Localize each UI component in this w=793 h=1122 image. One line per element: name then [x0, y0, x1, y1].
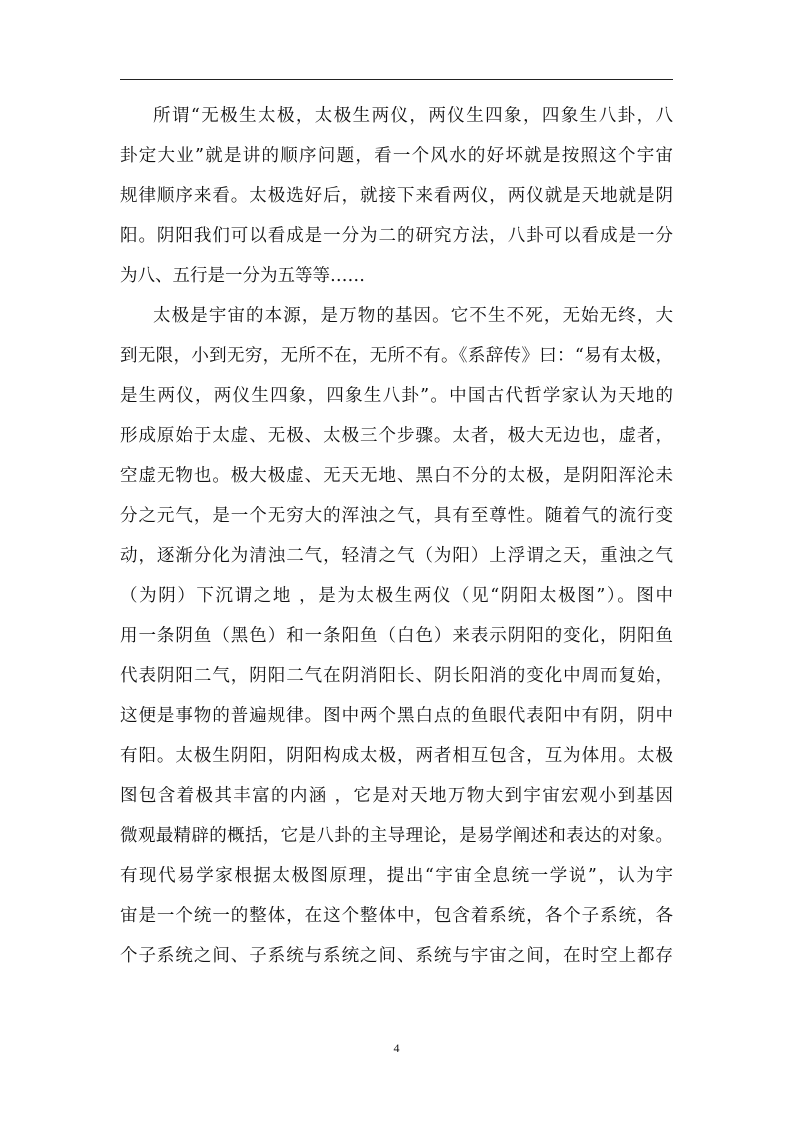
text-line: 有现代易学家根据太极图原理，提出“宇宙全息统一学说”，认为宇 [120, 866, 673, 886]
paragraph-1 [120, 96, 673, 296]
page-number: 4 [393, 1041, 400, 1055]
text-line: 有阳。太极生阴阳，阴阳构成太极，两者相互包含，互为体用。太极 [120, 746, 673, 766]
document-body [120, 96, 673, 976]
text-line: 这便是事物的普遍规律。图中两个黑白点的鱼眼代表阳中有阴，阴中 [120, 706, 673, 726]
text-line: 动，逐渐分化为清浊二气，轻清之气（为阳）上浮谓之天，重浊之气 [120, 546, 673, 566]
text-line: 是生两仪，两仪生四象，四象生八卦”。中国古代哲学家认为天地的 [120, 386, 673, 406]
text-line: 微观最精辟的概括，它是八卦的主导理论，是易学阐述和表达的对象。 [120, 826, 673, 846]
text-line: 太极是宇宙的本源，是万物的基因。它不生不死，无始无终，大 [153, 306, 673, 326]
text-line: 代表阴阳二气，阴阳二气在阴消阳长、阴长阳消的变化中周而复始， [120, 666, 673, 686]
text-line: 为八、五行是一分为五等等…… [120, 266, 365, 286]
text-line: 宙是一个统一的整体，在这个整体中，包含着系统，各个子系统，各 [120, 906, 673, 926]
text-line: 图包含着极其丰富的内涵 ，它是对天地万物大到宇宙宏观小到基因 [120, 786, 673, 806]
header-rule [120, 79, 673, 80]
text-line: 阳。阴阳我们可以看成是一分为二的研究方法，八卦可以看成是一分 [120, 226, 673, 246]
text-line: 到无限，小到无穷，无所不在，无所不有。《系辞传》曰：“易有太极， [120, 346, 673, 366]
text-line: 个子系统之间、子系统与系统之间、系统与宇宙之间，在时空上都存 [120, 946, 673, 966]
text-line: 分之元气，是一个无穷大的浑浊之气，具有至尊性。随着气的流行变 [120, 506, 673, 526]
text-line: 形成原始于太虚、无极、太极三个步骤。太者，极大无边也，虚者， [120, 426, 673, 446]
paragraph-2 [120, 296, 673, 976]
text-line: 空虚无物也。极大极虚、无天无地、黑白不分的太极，是阴阳浑沦未 [120, 466, 673, 486]
text-line: （为阴）下沉谓之地 ，是为太极生两仪（见“阴阳太极图”）。图中 [120, 586, 673, 606]
text-line: 所谓“无极生太极，太极生两仪，两仪生四象，四象生八卦，八 [153, 106, 673, 126]
text-line: 卦定大业”就是讲的顺序问题，看一个风水的好坏就是按照这个宇宙 [120, 146, 673, 166]
text-line: 规律顺序来看。太极选好后，就接下来看两仪，两仪就是天地就是阴 [120, 186, 673, 206]
text-line: 用一条阴鱼（黑色）和一条阳鱼（白色）来表示阴阳的变化，阴阳鱼 [120, 626, 673, 646]
